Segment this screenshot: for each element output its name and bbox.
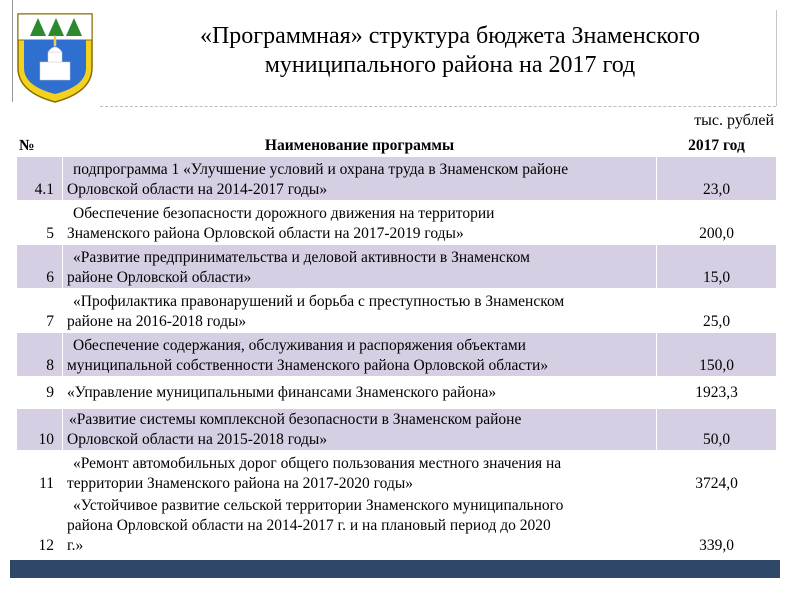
row-num: 8 — [17, 333, 63, 377]
row-name — [63, 377, 657, 409]
table-header-row — [17, 133, 777, 157]
header-year: 2017 год — [657, 133, 777, 157]
row-value: 50,0 — [657, 409, 777, 451]
row-value: 200,0 — [657, 201, 777, 245]
row-value: 15,0 — [657, 245, 777, 289]
row-name-line-1: «Развитие предпринимательства и деловой активности в Знаменском — [73, 249, 530, 266]
row-name-line-1: «Развитие системы комплексной безопасности в Знаменском районе — [69, 411, 522, 428]
title-divider — [100, 106, 776, 107]
table-row — [17, 289, 777, 333]
row-num: 7 — [17, 289, 63, 333]
table-row — [17, 409, 777, 451]
row-name-line-2: территории Знаменского района на 2017-2020 годы» — [67, 475, 414, 492]
row-num: 9 — [17, 377, 63, 409]
table-row — [17, 157, 777, 201]
table-row — [17, 333, 777, 377]
table-row — [17, 201, 777, 245]
row-value: 339,0 — [657, 495, 777, 557]
header-name: Наименование программы — [63, 133, 657, 157]
table-row — [17, 377, 777, 409]
row-name — [63, 245, 657, 289]
row-num: 4.1 — [17, 157, 63, 201]
budget-table — [16, 132, 777, 557]
row-name — [63, 201, 657, 245]
row-name-line-2: Знаменского района Орловской области на 2017-2019 годы» — [67, 225, 464, 242]
row-name — [63, 289, 657, 333]
row-name — [63, 409, 657, 451]
row-name — [63, 157, 657, 201]
row-value: 23,0 — [657, 157, 777, 201]
table-row — [17, 495, 777, 557]
row-num: 10 — [17, 409, 63, 451]
row-name-line-1: «Профилактика правонарушений и борьба с преступностью в Знаменском — [73, 293, 565, 310]
row-value: 150,0 — [657, 333, 777, 377]
row-num: 11 — [17, 451, 63, 495]
title-line-1: «Программная» структура бюджета Знаменского — [199, 23, 701, 49]
row-name-line-1: Обеспечение содержания, обслуживания и распоряжения объектами — [73, 337, 526, 354]
row-name-line-3: г.» — [67, 537, 84, 554]
row-name-line-1: Обеспечение безопасности дорожного движения на территории — [73, 205, 495, 222]
row-name-line-1: «Устойчивое развитие сельской территории Знаменского муниципального — [73, 497, 564, 514]
row-value: 1923,3 — [657, 377, 777, 409]
row-name-line-2: районе Орловской области» — [67, 269, 252, 286]
units-label: тыс. рублей — [694, 112, 774, 129]
row-name — [63, 333, 657, 377]
page-title — [100, 22, 794, 80]
footer-bar — [10, 560, 780, 578]
title-line-2: муниципального района на 2017 год — [264, 52, 636, 78]
row-name-line-2: Орловской области на 2014-2017 годы» — [67, 181, 328, 198]
row-name-line-2: муниципальной собственности Знаменского района Орловской области» — [67, 357, 549, 374]
row-name-line-2: Орловской области на 2015-2018 годы» — [67, 431, 328, 448]
row-num: 12 — [17, 495, 63, 557]
footer-strip — [10, 578, 780, 595]
table-row — [17, 451, 777, 495]
row-num: 5 — [17, 201, 63, 245]
row-name — [63, 451, 657, 495]
header-num: № — [17, 133, 63, 157]
row-name-line-2: района Орловской области на 2014-2017 г. и на плановый период до 2020 — [67, 517, 551, 534]
row-name-line-1: «Ремонт автомобильных дорог общего пользования местного значения на — [73, 455, 562, 472]
row-name-line-1: подпрограмма 1 «Улучшение условий и охрана труда в Знаменском районе — [73, 161, 569, 178]
row-value: 25,0 — [657, 289, 777, 333]
row-name-line-1: «Управление муниципальными финансами Знаменского района» — [67, 383, 497, 401]
row-name-line-2: районе на 2016-2018 годы» — [67, 313, 247, 330]
coat-of-arms-icon — [10, 6, 100, 106]
row-num: 6 — [17, 245, 63, 289]
row-name — [63, 495, 657, 557]
table-row — [17, 245, 777, 289]
row-value: 3724,0 — [657, 451, 777, 495]
